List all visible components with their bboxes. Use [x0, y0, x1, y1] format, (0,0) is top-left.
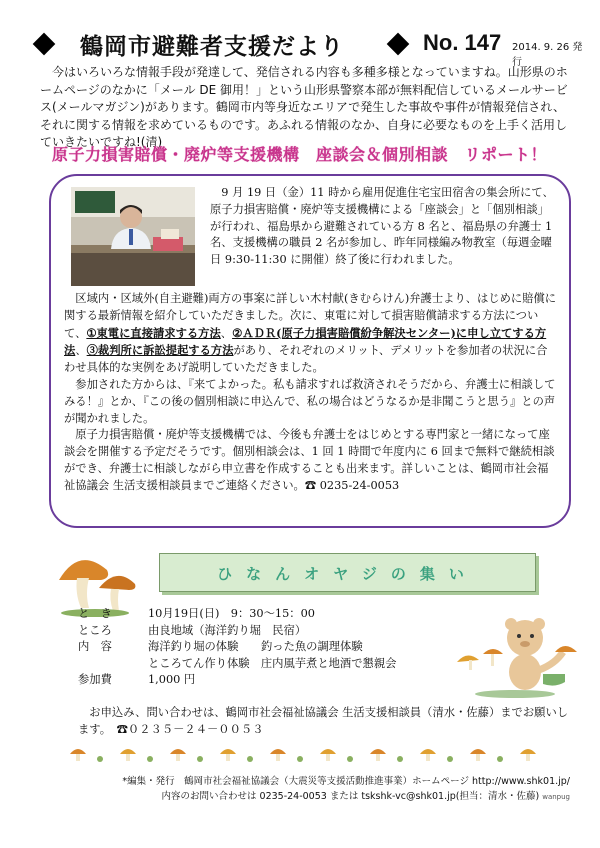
method-direct-claim: ①東電に直接請求する方法 [86, 325, 221, 340]
report-text: があり、それぞれのメリット、デメリットを参加者の状況に合わせ具体的な実例をあげ説明していただきました。 [64, 344, 548, 375]
meeting-photo [71, 187, 195, 286]
report-text: 、 [75, 344, 87, 358]
report-text: 、 [220, 326, 233, 340]
report-lead-paragraph: 9 月 19 日（金）11 時から雇用促進住宅宝田宿舎の集会所にて、原子力損害賠償・廃炉等支援機構による「座談会」と「個別相談」が行われ、福島県から避難されている方 8 名と、福島県の弁護士 1 名、支援機構の職員 2 名が参加し、昨年同様編み物教室（毎週金曜日 9:30-11:30 に開催）終了後に行われました。 [210, 186, 554, 267]
method-lawsuit: ③裁判所に訴訟提起する方法 [86, 343, 234, 358]
intro-text: 今はいろいろな情報手段が発達して、発信される内容も多種多様となっていますね。山形県のホームページのなかに「メール DE 御用！」という山形県警察本部が無料配信しているメールサービス(メールマガジン)があります。鶴岡市内等身近なエリアで発生した事故や事件が情報発信され、それに関する情報を求めているものです。あふれる情報のなか、自身に必要なものを上手く活用していきたいですね!(清) [40, 65, 568, 149]
newsletter-header [28, 28, 588, 68]
report-paragraph [64, 291, 558, 377]
event-contact: お申込み、問い合わせは、鶴岡市社会福祉協議会 生活支援相談員（清水・佐藤）までお願いします。 ☎０２３５－２４－００５３ [78, 706, 569, 736]
method-adr: ②ＡＤＲ(原子力損害賠償紛争解決センター)に申し立てする方法 [64, 325, 547, 358]
diamond-icon [387, 33, 410, 56]
event-value: 10月19日(日) 9：30～15：00 [148, 607, 315, 620]
report-body [64, 291, 558, 495]
event-value: 由良地域（海洋釣り堀 民宿） [148, 623, 307, 637]
event-value: 1,000 円 [148, 673, 196, 686]
issue-number: No. 147 [423, 30, 502, 55]
event-value: ところてん作り体験 庄内風芋煮と地酒で懇親会 [148, 656, 397, 670]
event-title: ひなんオヤジの集い [217, 565, 478, 583]
footer-publisher: *編集・発行 鶴岡市社会福祉協議会（大震災等支援活動推進事業）ホームページ http://www.shk01.jp/ [122, 776, 570, 787]
footer [90, 774, 570, 805]
footer-contact-line [90, 789, 570, 805]
report-paragraph: 原子力損害賠償・廃炉等支援機構では、今後も弁護士をはじめとする専門家と一緒になって座談会を開催する予定だそうです。個別相談会は、1 回 1 時間で年度内に 6 回まで無料で継続相談ができ、弁護士に相談しながら申立書を作成することも出来ます。詳しいことは、鶴岡市社会福祉協議会 生活支援相談員までご連絡ください。☎ 0235-24-0053 [64, 428, 555, 492]
event-label [78, 656, 148, 673]
report-text: 区域内・区域外(自主避難)両方の事案に詳しい木村献(きむらけん)弁護士より、はじめに賠償に関する最新情報を紹介していただきました。次に、東電に対して損害賠償請求する方法について、 [64, 292, 557, 340]
event-label: 内 容 [78, 640, 112, 653]
diamond-icon [33, 33, 56, 56]
meeting-photo-image [71, 187, 195, 286]
report-title: 原子力損害賠償・廃炉等支援機構 座談会＆個別相談 リポート！ [52, 145, 548, 164]
event-label: 参加費 [78, 673, 112, 686]
report-paragraph: 参加された方からは、『来てよかった。私も請求すれば救済されそうだから、弁護士に相談してみる！』とか、『この後の個別相談に申込んで、私の場合はどうなるか是非聞こうと思う』との声が聞かれました。 [64, 377, 556, 425]
mushroom-border [60, 744, 560, 764]
illustration-credit: wanpug [542, 793, 570, 801]
event-value: 海洋釣り堀の体験 釣った魚の調理体験 [148, 640, 363, 653]
footer-contact: 内容のお問い合わせは 0235-24-0053 または tskshk-vc@shk01.jp(担当：清水・佐藤) [161, 791, 540, 802]
bear-icon [455, 614, 585, 699]
event-banner [159, 553, 536, 592]
issue-date: 2014. 9. 26 発行 [512, 42, 583, 68]
event-label: ところ [78, 623, 112, 637]
event-label: と き [78, 607, 112, 620]
newsletter-title: 鶴岡市避難者支援だより [80, 34, 344, 60]
